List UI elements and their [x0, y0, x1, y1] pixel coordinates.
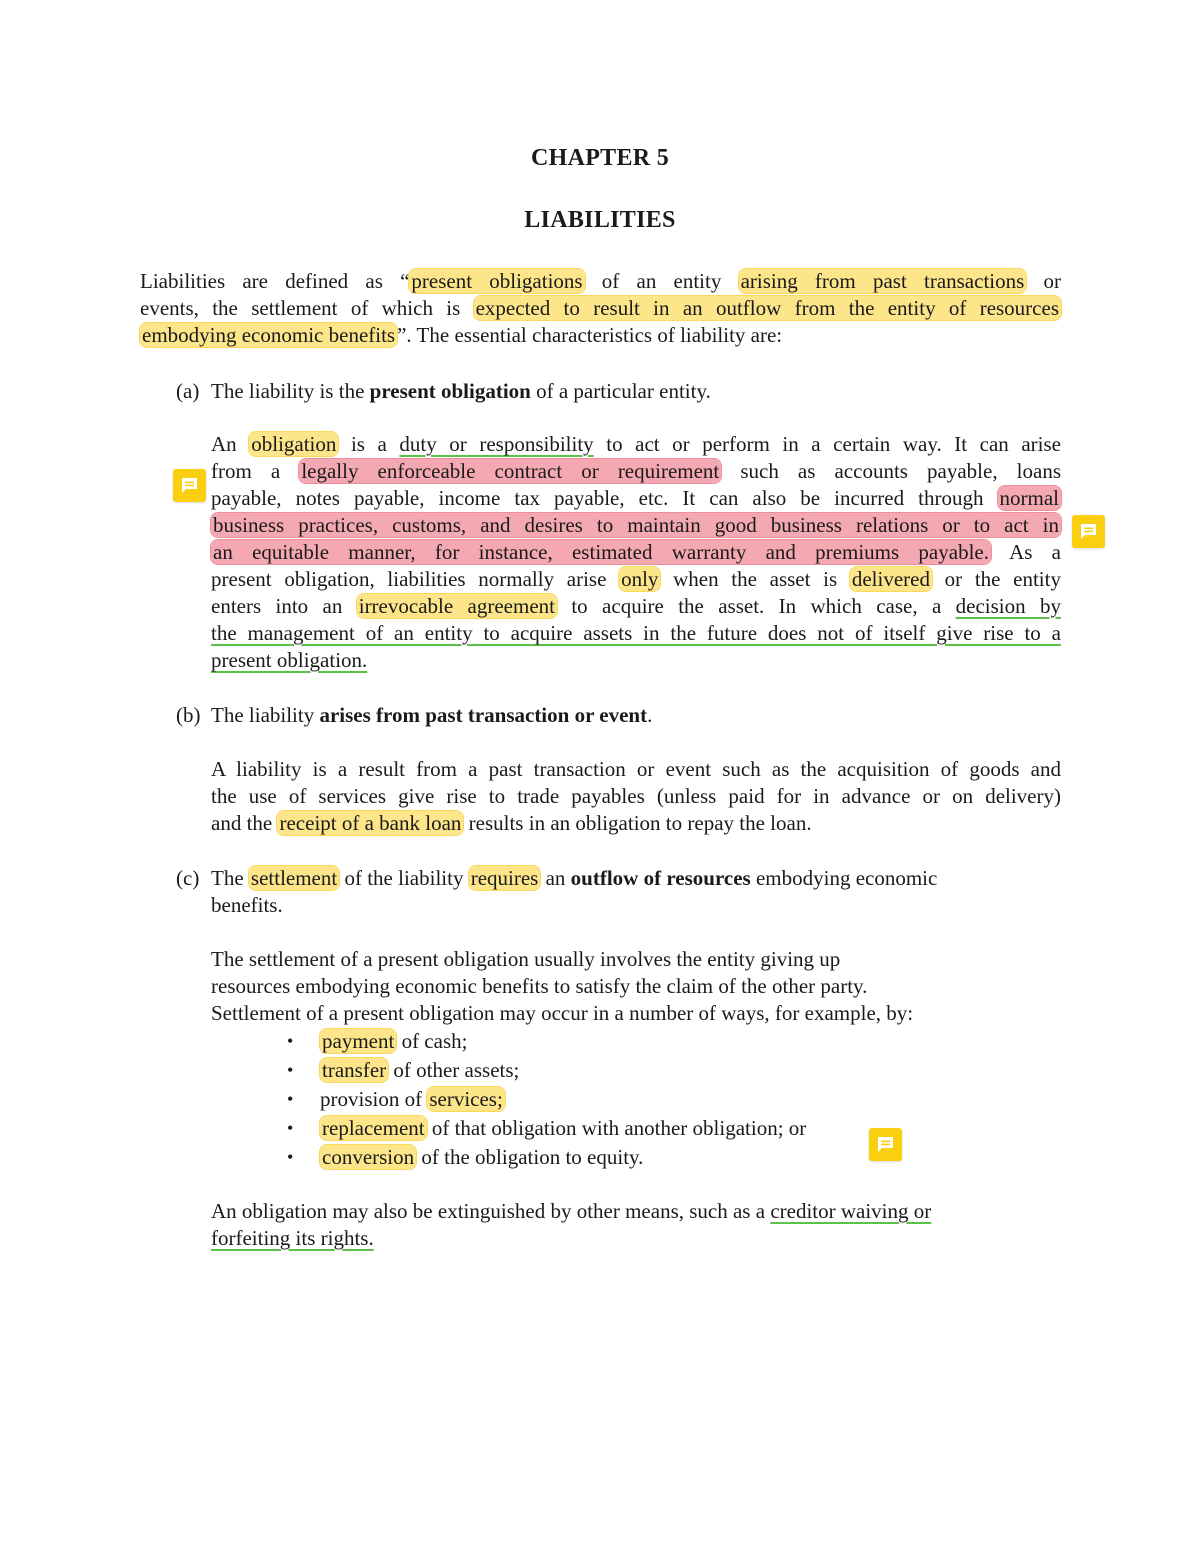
- bullet-marker: •: [287, 1118, 294, 1138]
- highlight: only: [621, 567, 659, 591]
- highlight: receipt of a bank loan: [279, 811, 462, 835]
- highlight: obligation: [251, 432, 337, 456]
- underline: duty or responsibility: [399, 432, 594, 456]
- underline: present obligation.: [211, 648, 368, 672]
- highlight: present obligations: [411, 269, 583, 293]
- list-item: conversion of the obligation to equity.: [322, 1145, 644, 1169]
- highlight: business practices, customs, and desires to maintain good business relations or to act in: [213, 513, 1059, 537]
- item-c-heading: The settlement of the liability requires an outflow of resources embodying economic benefits.: [211, 866, 938, 917]
- chapter-title: LIABILITIES: [524, 207, 676, 233]
- closing-paragraph: An obligation may also be extinguished by other means, such as a creditor waiving or forfeiting its rights.: [211, 1199, 932, 1250]
- item-label-c: (c): [176, 866, 200, 890]
- item-c-paragraph: The settlement of a present obligation usually involves the entity giving up resources embodying economic benefits to satisfy the claim of the other party. Settlement of a present obligation may occur in a number of ways, for example, by:: [211, 947, 914, 1025]
- list-item: provision of services;: [320, 1087, 503, 1111]
- highlight: normal: [999, 486, 1059, 510]
- highlight: legally enforceable contract or requirement: [301, 459, 720, 483]
- item-a-heading: The liability is the present obligation of a particular entity.: [211, 379, 711, 403]
- list-item: transfer of other assets;: [322, 1058, 520, 1082]
- bullet-marker: •: [287, 1031, 294, 1051]
- highlight: an equitable manner, for instance, estimated warranty and premiums payable.: [213, 540, 989, 564]
- bullet-marker: •: [287, 1089, 294, 1109]
- comment-icon[interactable]: [173, 469, 206, 502]
- item-b-paragraph: A liability is a result from a past transaction or event such as the acquisition of goods and the use of services give rise to trade payables (unless paid for in advance or on delivery) and the receipt of a bank loan results in an obligation to repay the loan.: [211, 757, 1061, 835]
- list-item: replacement of that obligation with another obligation; or: [322, 1116, 807, 1140]
- item-b-heading: The liability arises from past transaction or event.: [211, 703, 653, 727]
- underline: the management of an entity to acquire assets in the future does not of itself give rise to a: [211, 621, 1061, 645]
- list-item: payment of cash;: [322, 1029, 468, 1053]
- bullet-marker: •: [287, 1060, 294, 1080]
- text-line: embodying economic benefits”. The essential characteristics of liability are:: [142, 323, 783, 347]
- highlight: arising from past transactions: [740, 269, 1025, 293]
- item-label-a: (a): [176, 379, 200, 403]
- highlight: settlement: [250, 866, 338, 890]
- underline: forfeiting its rights.: [211, 1226, 374, 1250]
- item-a-paragraph: An obligation is a duty or responsibility to act or perform in a certain way. It can arise from a legally enforceable contract or requirement such as accounts payable, loans payable, notes payable, income tax payable, etc. It can also be incurred through normal business practices, customs, and desires to maintain good business relations or to act in an equitable manner, for instance, estimated warranty and premiums payable. As a present obligation, liabilities normally arise only when the asset is delivered or the entity enters into an irrevocable agreement to acquire the asset. In which case, a decision by the management of an entity to acquire assets in the future does not of itself give rise to a present obligation.: [211, 432, 1062, 672]
- highlight: embodying economic benefits: [142, 323, 396, 347]
- item-label-b: (b): [176, 703, 201, 727]
- comment-icon[interactable]: [869, 1128, 902, 1161]
- intro-paragraph: [140, 268, 1061, 349]
- bullet-marker: •: [287, 1147, 294, 1167]
- comment-icon[interactable]: [1072, 515, 1105, 548]
- text-line: events, the settlement of which is expected to result in an outflow from the entity of resources: [140, 296, 1059, 320]
- highlight: irrevocable agreement: [358, 594, 555, 618]
- underline: decision by: [955, 594, 1061, 618]
- highlight: expected to result in an outflow from the entity of resources: [475, 296, 1059, 320]
- highlight: delivered: [851, 567, 930, 591]
- chapter-number: CHAPTER 5: [530, 145, 670, 171]
- underline: creditor waiving or: [770, 1199, 932, 1223]
- text-line: Liabilities are defined as “present obligations of an entity arising from past transactions or: [140, 269, 1061, 293]
- highlight: requires: [470, 866, 539, 890]
